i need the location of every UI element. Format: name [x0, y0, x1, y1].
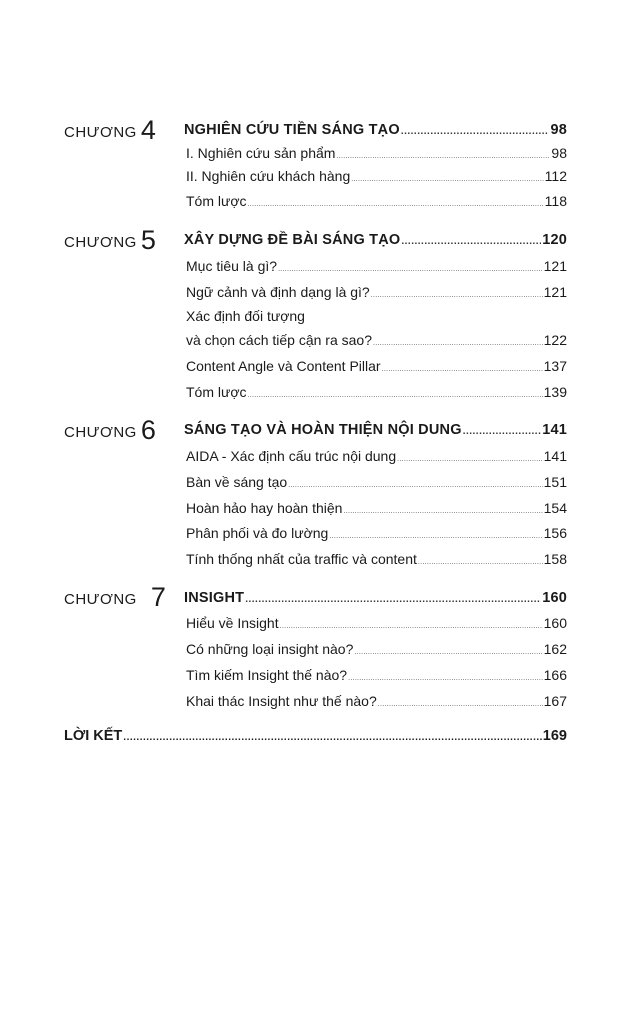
entry-page: 118 — [544, 193, 567, 209]
entry-page: 158 — [543, 551, 567, 567]
chapter-page: 160 — [542, 590, 567, 606]
chapter-word: CHƯƠNG — [64, 424, 137, 441]
entry-page: 167 — [543, 693, 567, 709]
entry-title-line1: Xác định đối tượng — [186, 308, 305, 324]
toc-entry — [186, 257, 567, 279]
leader-dots — [329, 528, 542, 546]
toc-entry — [186, 524, 567, 546]
leader-dots — [418, 554, 543, 572]
entry-page: 141 — [543, 448, 567, 464]
chapter-title: XÂY DỰNG ĐỀ BÀI SÁNG TẠO — [184, 232, 401, 248]
entry-title: Hoàn hảo hay hoàn thiện — [186, 500, 343, 516]
leader-dots — [348, 670, 543, 688]
entry-title: Tóm lược — [186, 193, 247, 209]
entry-title: Hiểu về Insight — [186, 615, 279, 631]
entry-page: 151 — [543, 474, 567, 490]
entry-page: 162 — [543, 641, 567, 657]
leader-dots — [382, 361, 543, 379]
entry-title: Phân phối và đo lường — [186, 525, 329, 541]
toc-entry — [186, 144, 567, 166]
entry-title: Ngữ cảnh và định dạng là gì? — [186, 284, 370, 300]
chapter-page: 98 — [550, 122, 567, 138]
entry-page: 121 — [543, 284, 567, 300]
toc-entry — [186, 473, 567, 495]
chapter-number: 4 — [140, 115, 157, 145]
toc-entry — [186, 357, 567, 379]
toc-entry — [186, 640, 567, 662]
chapter-label — [64, 415, 156, 446]
toc-entry — [186, 666, 567, 688]
leader-dots — [354, 644, 542, 662]
toc-entry — [186, 192, 567, 214]
leader-dots — [336, 148, 550, 166]
entry-page: 139 — [543, 384, 567, 400]
chapter-heading — [184, 421, 567, 441]
leader-dots — [351, 171, 543, 189]
chapter-title: SÁNG TẠO VÀ HOÀN THIỆN NỘI DUNG — [184, 422, 462, 438]
chapter-number: 5 — [140, 225, 157, 255]
leader-dots — [245, 591, 541, 609]
toc-entry — [186, 614, 567, 636]
entry-title: II. Nghiên cứu khách hàng — [186, 168, 351, 184]
entry-page: 121 — [543, 258, 567, 274]
chapter-heading — [184, 589, 567, 609]
chapter-number: 7 — [150, 582, 167, 612]
leader-dots — [463, 423, 542, 441]
toc-entry — [186, 550, 567, 572]
toc-entry — [186, 499, 567, 521]
entry-title: Mục tiêu là gì? — [186, 258, 278, 274]
chapter-title: NGHIÊN CỨU TIỀN SÁNG TẠO — [184, 122, 400, 138]
entry-page: 160 — [543, 615, 567, 631]
chapter-heading — [184, 231, 567, 251]
leader-dots — [343, 503, 542, 521]
entry-page: 166 — [543, 667, 567, 683]
entry-page: 137 — [543, 358, 567, 374]
leader-dots — [278, 261, 543, 279]
toc-entry — [186, 447, 567, 469]
entry-page: 122 — [543, 332, 567, 348]
chapter-label — [64, 582, 166, 613]
toc-entry — [186, 692, 567, 714]
leader-dots — [248, 196, 544, 214]
chapter-page: 141 — [542, 422, 567, 438]
chapter-label — [64, 225, 156, 256]
chapter-number: 6 — [140, 415, 157, 445]
leader-dots — [378, 696, 543, 714]
leader-dots — [371, 287, 543, 305]
entry-title: Có những loại insight nào? — [186, 641, 354, 657]
leader-dots — [280, 618, 543, 636]
entry-title: Bàn về sáng tạo — [186, 474, 288, 490]
toc-entry — [186, 167, 567, 189]
entry-title: Content Angle và Content Pillar — [186, 358, 381, 374]
leader-dots — [288, 477, 542, 495]
entry-title: Tìm kiếm Insight thế nào? — [186, 667, 348, 683]
entry-title: Tính thống nhất của traffic và content — [186, 551, 417, 567]
entry-title: Khai thác Insight như thế nào? — [186, 693, 377, 709]
chapter-word: CHƯƠNG — [64, 234, 137, 251]
entry-title: Tóm lược — [186, 384, 247, 400]
leader-dots — [123, 729, 542, 747]
leader-dots — [401, 233, 541, 251]
leader-dots — [401, 123, 550, 141]
entry-page: 154 — [543, 500, 567, 516]
leader-dots — [373, 335, 543, 353]
closing-page: 169 — [542, 728, 567, 744]
chapter-label — [64, 115, 156, 146]
chapter-word: CHƯƠNG — [64, 124, 137, 141]
chapter-page: 120 — [542, 232, 567, 248]
chapter-title: INSIGHT — [184, 590, 245, 606]
closing-heading — [64, 727, 567, 747]
entry-page: 98 — [551, 145, 567, 161]
toc-entry — [186, 383, 567, 405]
toc-entry — [186, 283, 567, 305]
leader-dots — [397, 451, 543, 469]
entry-title: AIDA - Xác định cấu trúc nội dung — [186, 448, 397, 464]
entry-title: I. Nghiên cứu sản phẩm — [186, 145, 336, 161]
entry-title: và chọn cách tiếp cận ra sao? — [186, 332, 373, 348]
toc-entry — [186, 331, 567, 353]
closing-title: LỜI KẾT — [64, 728, 123, 744]
chapter-word: CHƯƠNG — [64, 591, 137, 608]
leader-dots — [248, 387, 543, 405]
entry-page: 156 — [543, 525, 567, 541]
entry-page: 112 — [544, 168, 567, 184]
chapter-heading — [184, 121, 567, 141]
